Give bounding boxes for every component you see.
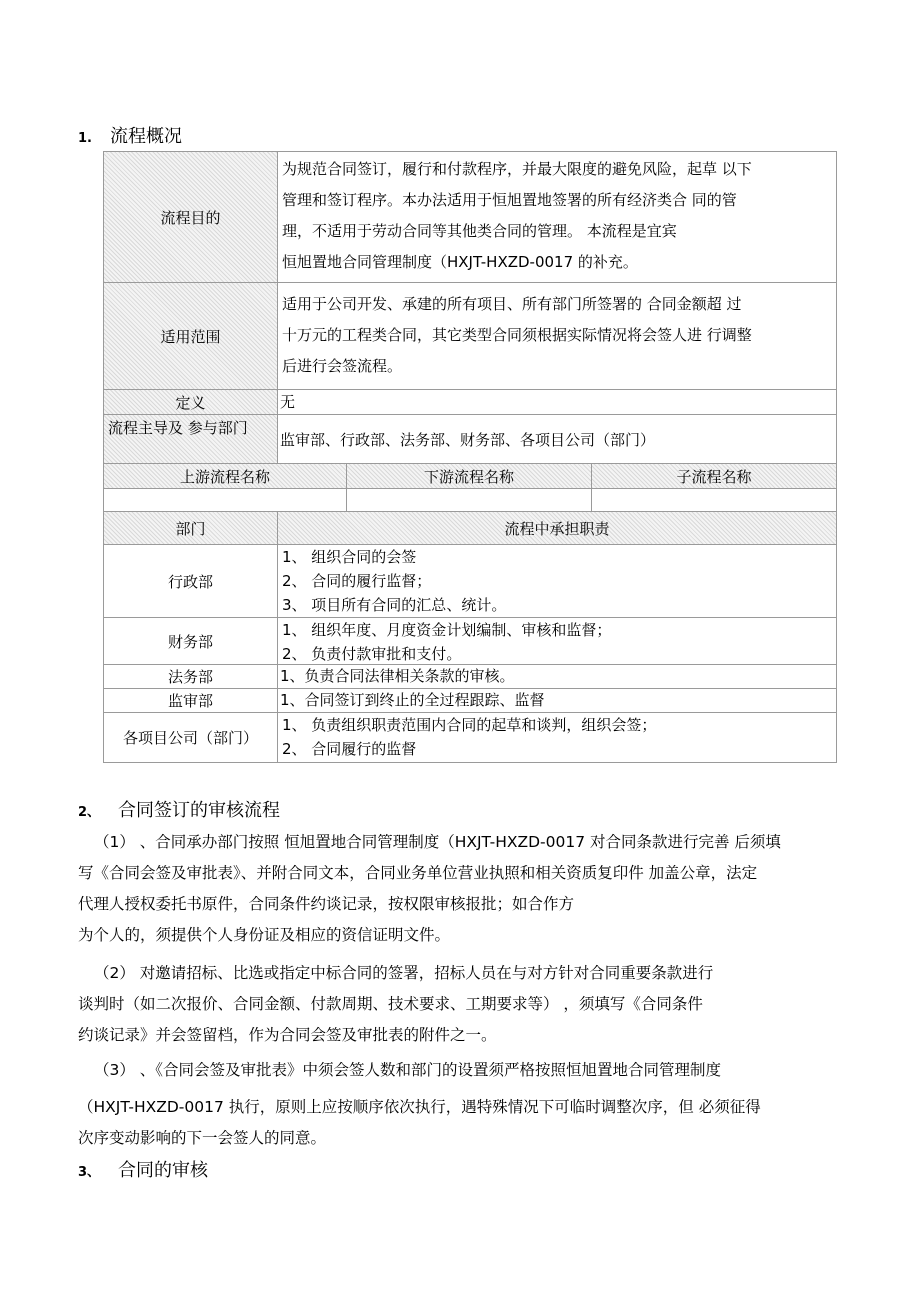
duty-header: 流程中承担职责 [504, 519, 610, 538]
section-1-number: 1. [78, 131, 92, 146]
owner-value-cell [277, 414, 837, 464]
duty-dept-cell [103, 664, 278, 689]
paragraph-line: 谈判时（如二次报价、合同金额、付款周期、技术要求、工期要求等） ，须填写《合同条件 [78, 995, 703, 1013]
duty-item: 3、 项目所有合同的汇总、统计。 [282, 596, 507, 614]
paragraph-line: 代理人授权委托书原件，合同条件约谈记录，按权限审核报批；如合作方 [78, 895, 575, 913]
subprocess-header-cell [591, 463, 837, 489]
purpose-line: 为规范合同签订，履行和付款程序，并最大限度的避免风险，起草 以下 [282, 160, 752, 178]
duty-item: 2、 负责付款审批和支付。 [282, 645, 462, 663]
duty-item: 1、 组织年度、月度资金计划编制、审核和监督； [282, 621, 612, 639]
definition-label-cell [103, 389, 278, 415]
owner-label-cell [103, 414, 278, 464]
section-3-number: 3、 [78, 1165, 101, 1180]
scope-line: 十万元的工程类合同，其它类型合同须根据实际情况将会签人进 行调整 [282, 326, 752, 344]
duty-item: 1、 负责组织职责范围内合同的起草和谈判，组织会签； [282, 716, 657, 734]
paragraph-line: （HXJT-HXZD-0017 执行，原则上应按顺序依次执行，遇特殊情况下可临时调整次序，但 必须征得 [78, 1098, 761, 1116]
upstream-header-cell [103, 463, 347, 489]
purpose-label-cell [103, 151, 278, 283]
duty-dept-cell [103, 617, 278, 665]
section-3-heading [78, 1156, 208, 1182]
duty-item: 1、负责合同法律相关条款的审核。 [280, 667, 515, 685]
upstream-header: 上游流程名称 [179, 467, 270, 486]
section-1-heading [78, 122, 182, 148]
scope-label: 适用范围 [160, 327, 221, 346]
duty-dept-cell [103, 688, 278, 713]
subprocess-header: 子流程名称 [676, 467, 752, 486]
duty-dept: 各项目公司（部门） [122, 729, 258, 747]
owner-label: 流程主导及 参与部门 [108, 419, 248, 437]
duty-dept: 财务部 [167, 632, 213, 651]
paragraph-line: （3） 、《合同会签及审批表》中须会签人数和部门的设置须严格按照恒旭置地合同管理制度 [94, 1061, 722, 1079]
duty-items-cell [277, 712, 837, 763]
subprocess-value-cell [591, 488, 837, 512]
dept-header: 部门 [175, 519, 206, 538]
paragraph-line: （2） 对邀请招标、比选或指定中标合同的签署，招标人员在与对方针对合同重要条款进行 [94, 964, 714, 982]
section-2-title: 合同签订的审核流程 [118, 800, 281, 821]
duty-item: 1、 组织合同的会签 [282, 548, 417, 566]
definition-value: 无 [280, 393, 296, 411]
section-1-title: 流程概况 [109, 126, 182, 147]
owner-value: 监审部、行政部、法务部、财务部、各项目公司（部门） [280, 430, 656, 449]
duty-header-cell [277, 511, 837, 545]
duty-dept: 行政部 [167, 572, 213, 591]
paragraph-line: 为个人的，须提供个人身份证及相应的资信证明文件。 [78, 926, 451, 944]
dept-header-cell [103, 511, 278, 545]
scope-line: 适用于公司开发、承建的所有项目、所有部门所签署的 合同金额超 过 [282, 295, 742, 313]
section-2-heading [78, 796, 280, 822]
duty-items-cell [277, 617, 837, 665]
purpose-line: 管理和签订程序。本办法适用于恒旭置地签署的所有经济类合 同的管 [282, 191, 737, 209]
duty-item: 2、 合同的履行监督； [282, 572, 432, 590]
duty-item: 2、 合同履行的监督 [282, 740, 417, 758]
scope-value-cell [277, 282, 837, 390]
paragraph-line: 写《合同会签及审批表》、并附合同文本，合同业务单位营业执照和相关资质复印件 加盖公章，法定 [78, 864, 758, 882]
paragraph-line: 次序变动影响的下一会签人的同意。 [78, 1129, 327, 1147]
duty-items-cell [277, 544, 837, 618]
definition-label: 定义 [175, 393, 206, 412]
scope-label-cell [103, 282, 278, 390]
duty-item: 1、合同签订到终止的全过程跟踪、监督 [280, 691, 545, 709]
downstream-header-cell [346, 463, 592, 489]
section-2-paragraph-3 [78, 1055, 868, 1154]
downstream-value-cell [346, 488, 592, 512]
purpose-line: 理，不适用于劳动合同等其他类合同的管理。 本流程是宜宾 [282, 222, 677, 240]
downstream-header: 下游流程名称 [423, 467, 514, 486]
purpose-value-cell [277, 151, 837, 283]
duty-dept-cell [103, 712, 278, 763]
purpose-line: 恒旭置地合同管理制度（HXJT-HXZD-0017 的补充。 [282, 253, 638, 271]
paragraph-line: 约谈记录》并会签留档，作为合同会签及审批表的附件之一。 [78, 1026, 497, 1044]
purpose-label: 流程目的 [160, 208, 221, 227]
duty-items-cell [277, 688, 837, 713]
section-3-title: 合同的审核 [118, 1160, 209, 1181]
duty-dept: 监审部 [167, 692, 213, 710]
duty-dept: 法务部 [167, 668, 213, 686]
section-2-paragraph-2 [78, 958, 868, 1051]
scope-line: 后进行会签流程。 [282, 357, 403, 375]
section-2-number: 2、 [78, 805, 101, 820]
upstream-value-cell [103, 488, 347, 512]
duty-items-cell [277, 664, 837, 689]
paragraph-line: （1） 、合同承办部门按照 恒旭置地合同管理制度（HXJT-HXZD-0017 对合同条款进行完善 后须填 [94, 833, 781, 851]
section-2-paragraph-1 [78, 827, 868, 951]
definition-value-cell [277, 389, 837, 415]
duty-dept-cell [103, 544, 278, 618]
